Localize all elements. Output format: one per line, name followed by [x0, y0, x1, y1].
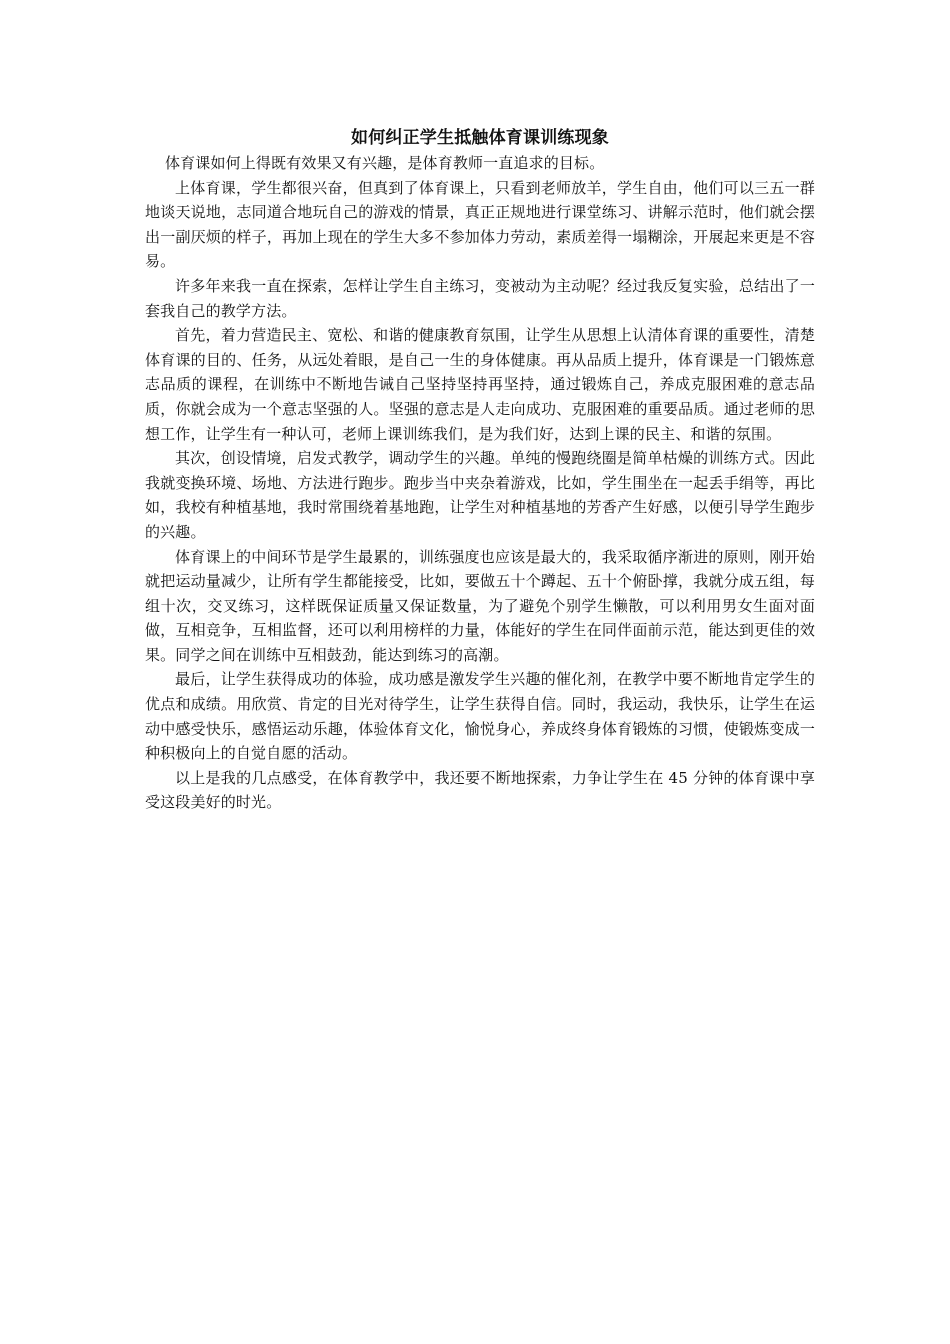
- document-body: [145, 125, 815, 815]
- document-title: 如何纠正学生抵触体育课训练现象: [351, 128, 609, 148]
- paragraph-3: 许多年来我一直在探索，怎样让学生自主练习，变被动为主动呢？经过我反复实验，总结出了一套我自己的教学方法。: [145, 276, 815, 320]
- paragraph-4: 首先，着力营造民主、宽松、和谐的健康教育氛围，让学生从思想上认清体育课的重要性，清楚体育课的目的、任务，从远处着眼，是自己一生的身体健康。再从品质上提升，体育课是一门锻炼意志品质的课程，在训练中不断地告诫自己坚持坚持再坚持，通过锻炼自己，养成克服困难的意志品质，你就会成为一个意志坚强的人。坚强的意志是人走向成功、克服困难的重要品质。通过老师的思想工作，让学生有一种认可，老师上课训练我们，是为我们好，达到上课的民主、和谐的氛围。: [145, 326, 815, 443]
- paragraph-1: 体育课如何上得既有效果又有兴趣，是体育教师一直追求的目标。: [165, 154, 605, 172]
- paragraph-2: 上体育课，学生都很兴奋，但真到了体育课上，只看到老师放羊，学生自由，他们可以三五一群地谈天说地，志同道合地玩自己的游戏的情景，真正正规地进行课堂练习、讲解示范时，他们就会摆出一副厌烦的样子，再加上现在的学生大多不参加体力劳动，素质差得一塌糊涂，开展起来更是不容易。: [145, 178, 815, 271]
- paragraph-7: 最后，让学生获得成功的体验，成功感是激发学生兴趣的催化剂，在教学中要不断地肯定学生的优点和成绩。用欣赏、肯定的目光对待学生，让学生获得自信。同时，我运动，我快乐，让学生在运动中感受快乐，感悟运动乐趣，体验体育文化，愉悦身心，养成终身体育锻炼的习惯，使锻炼变成一种积极向上的自觉自愿的活动。: [145, 670, 815, 763]
- paragraph-8: 以上是我的几点感受，在体育教学中，我还要不断地探索，力争让学生在 45 分钟的体育课中享受这段美好的时光。: [145, 768, 815, 812]
- paragraph-6: 体育课上的中间环节是学生最累的，训练强度也应该是最大的，我采取循序渐进的原则，刚开始就把运动量减少，让所有学生都能接受，比如，要做五十个蹲起、五十个俯卧撑，我就分成五组，每组十次，交叉练习，这样既保证质量又保证数量，为了避免个别学生懒散，可以利用男女生面对面做，互相竞争，互相监督，还可以利用榜样的力量，体能好的学生在同伴面前示范，能达到更佳的效果。同学之间在训练中互相鼓劲，能达到练习的高潮。: [145, 547, 815, 664]
- paragraph-5: 其次，创设情境，启发式教学，调动学生的兴趣。单纯的慢跑绕圈是简单枯燥的训练方式。因此我就变换环境、场地、方法进行跑步。跑步当中夹杂着游戏，比如，学生围坐在一起丢手绢等，再比如，我校有种植基地，我时常围绕着基地跑，让学生对种植基地的芳香产生好感，以便引导学生跑步的兴趣。: [145, 449, 815, 541]
